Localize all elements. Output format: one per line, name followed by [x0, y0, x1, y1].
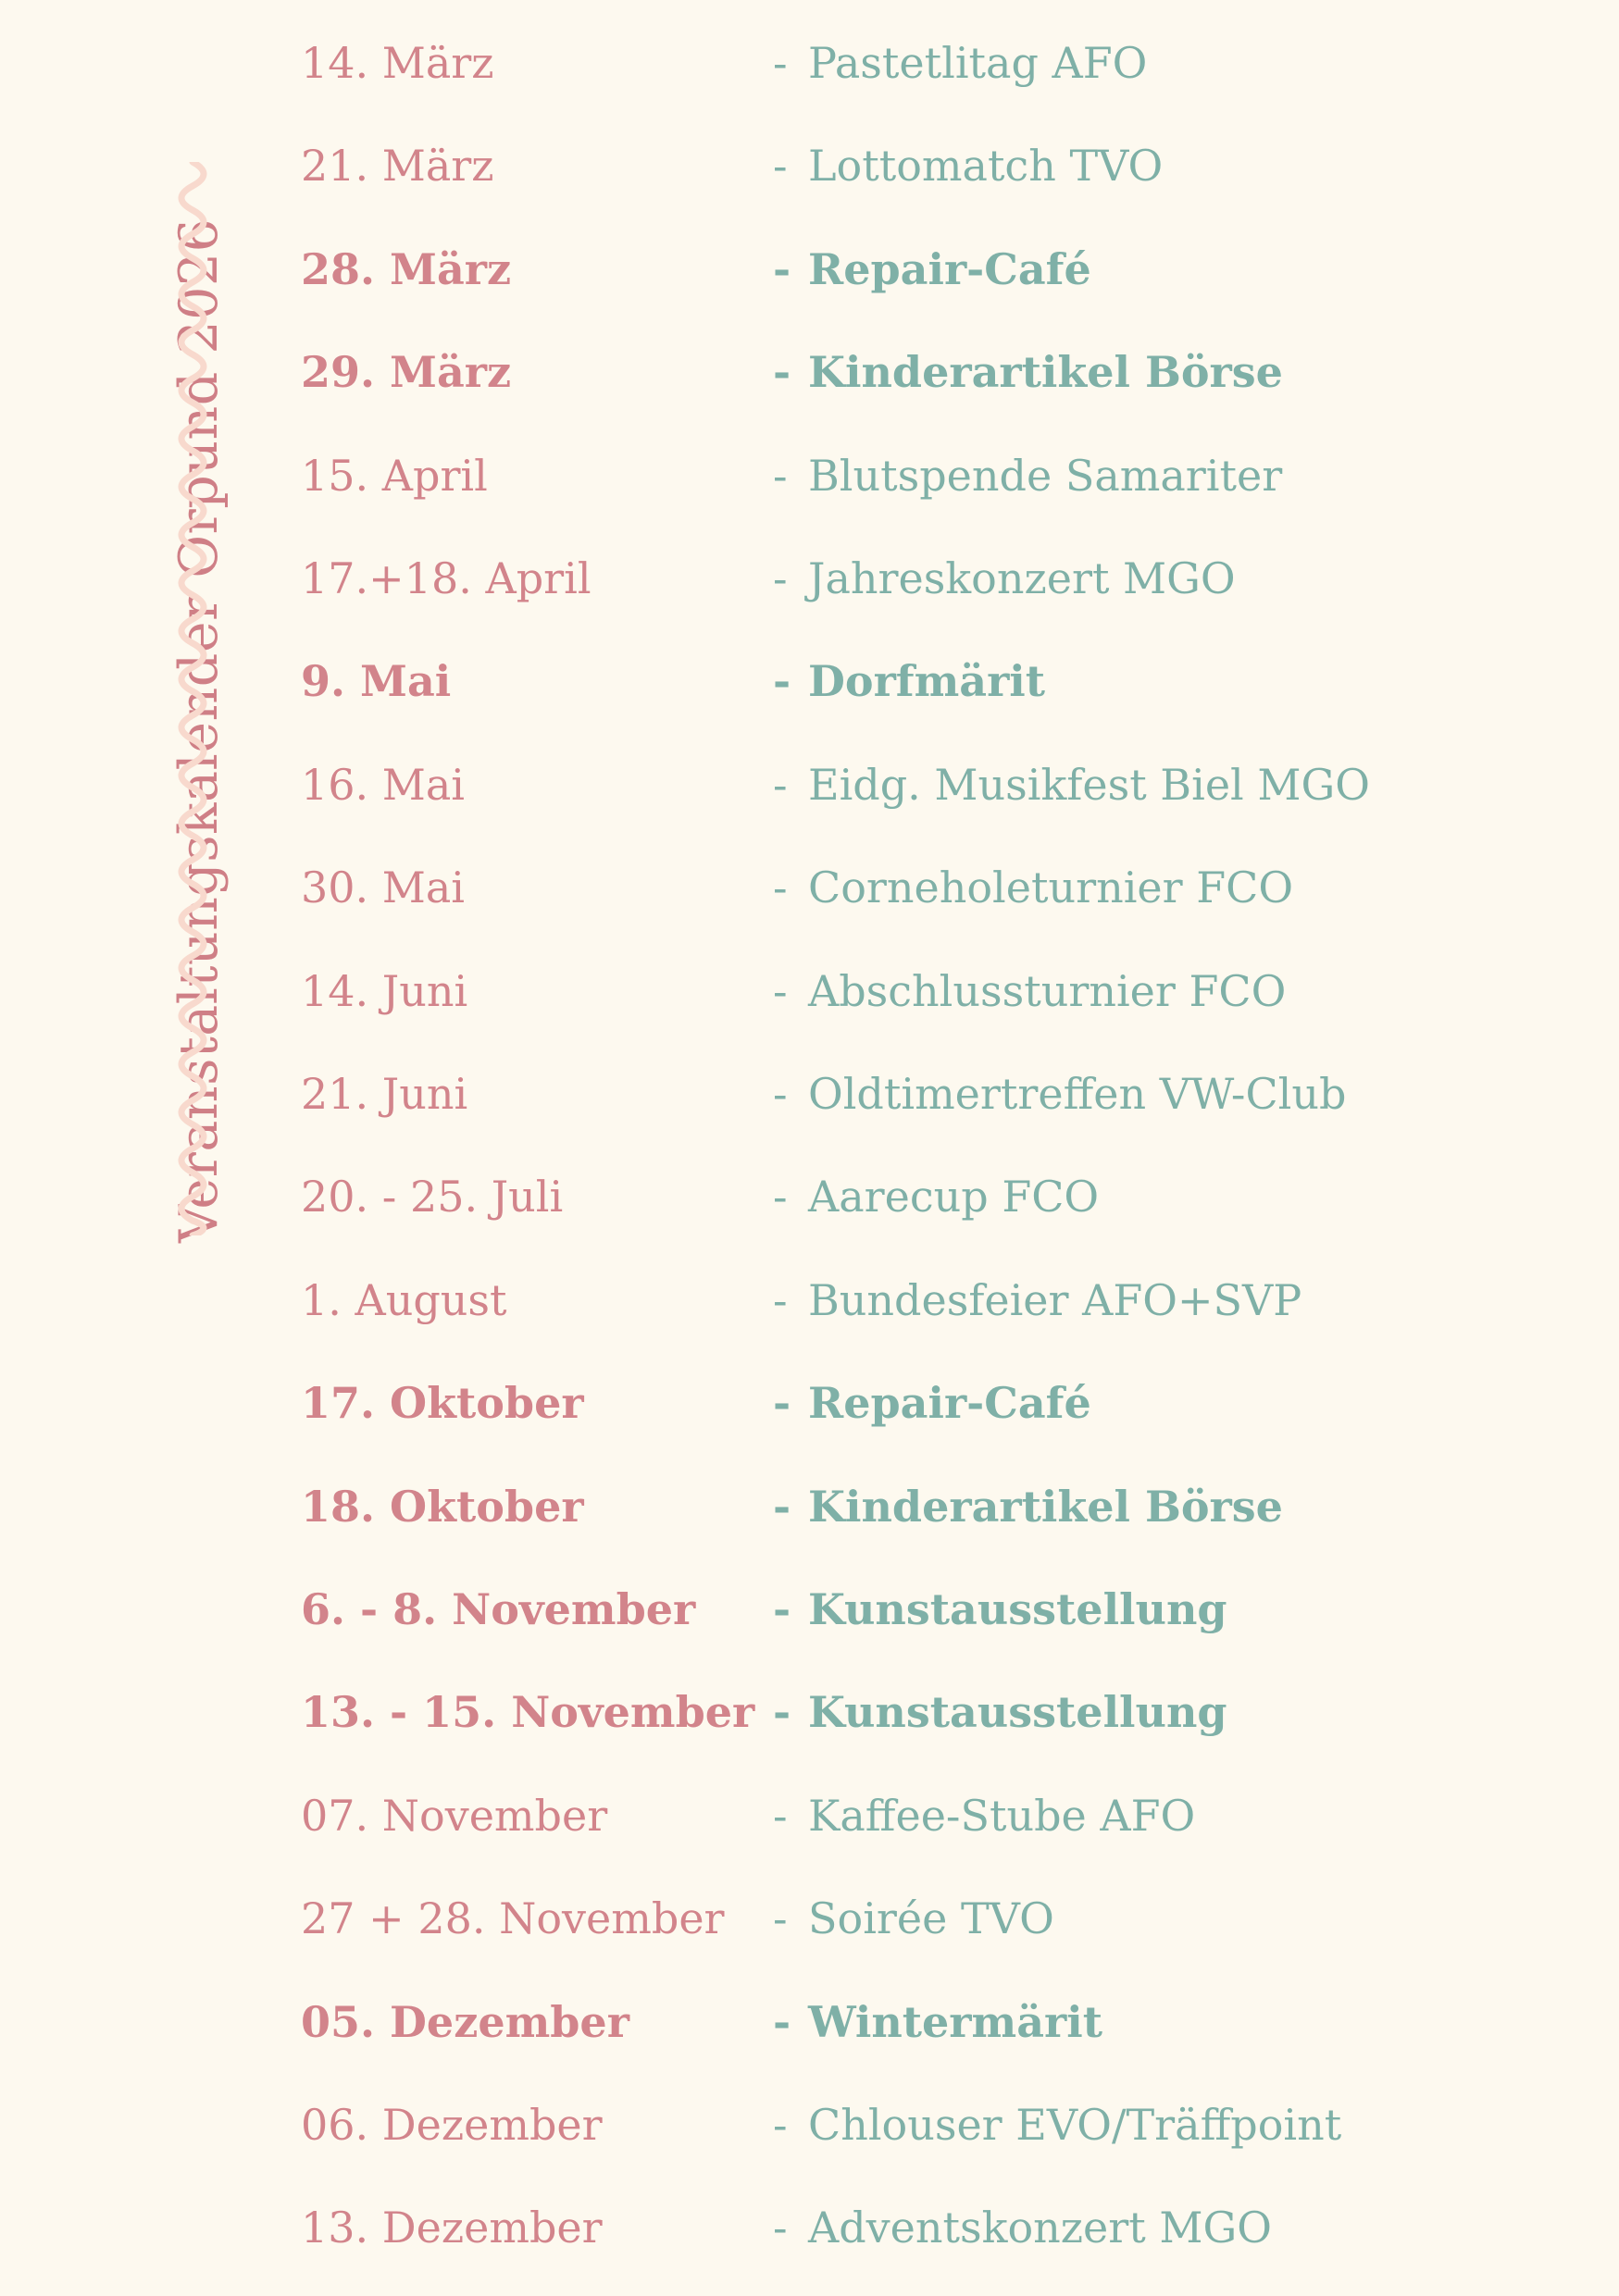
event-separator: - — [773, 1378, 791, 1429]
event-name: Abschlussturnier FCO — [808, 965, 1287, 1016]
event-date: 21. Juni — [301, 1069, 468, 1119]
event-date: 13. - 15. November — [301, 1687, 755, 1738]
event-name: Chlouser EVO/Träffpoint — [808, 2100, 1342, 2150]
event-name: Aarecup FCO — [808, 1172, 1100, 1222]
event-date: 18. Oktober — [301, 1481, 584, 1532]
event-row — [0, 837, 1619, 939]
event-row — [0, 218, 1619, 321]
event-date: 27 + 28. November — [301, 1893, 725, 1944]
event-date: 16. Mai — [301, 759, 466, 810]
event-separator: - — [773, 656, 791, 707]
event-separator: - — [773, 1996, 791, 2047]
event-row — [0, 527, 1619, 630]
event-separator: - — [773, 450, 788, 501]
event-date: 14. März — [301, 38, 494, 88]
event-row — [0, 1249, 1619, 1352]
event-name: Kaffee-Stube AFO — [808, 1790, 1196, 1841]
event-separator: - — [773, 1790, 788, 1841]
event-row — [0, 12, 1619, 115]
event-separator: - — [773, 141, 788, 192]
event-row — [0, 321, 1619, 424]
event-row — [0, 425, 1619, 527]
event-name: Dorfmärit — [808, 656, 1046, 707]
event-row — [0, 1661, 1619, 1764]
event-name: Blutspende Samariter — [808, 450, 1283, 501]
event-name: Jahreskonzert MGO — [808, 553, 1236, 603]
event-name: Bundesfeier AFO+SVP — [808, 1274, 1302, 1325]
event-separator: - — [773, 1172, 788, 1222]
page-title: Veranstaltungskalender Orpund 2026 — [168, 217, 230, 1243]
event-date: 17.+18. April — [301, 553, 592, 603]
event-date: 17. Oktober — [301, 1378, 584, 1429]
event-row — [0, 2177, 1619, 2279]
event-date: 1. August — [301, 1274, 507, 1325]
event-name: Kinderartikel Börse — [808, 347, 1283, 398]
event-date: 21. März — [301, 141, 494, 192]
event-date: 6. - 8. November — [301, 1584, 696, 1634]
event-date: 28. März — [301, 243, 512, 294]
event-name: Adventskonzert MGO — [808, 2203, 1272, 2253]
event-separator: - — [773, 1687, 791, 1738]
event-separator: - — [773, 2203, 788, 2253]
event-date: 06. Dezember — [301, 2100, 603, 2150]
event-date: 07. November — [301, 1790, 608, 1841]
event-row — [0, 1971, 1619, 2074]
event-name: Kinderartikel Börse — [808, 1481, 1283, 1532]
event-date: 14. Juni — [301, 965, 468, 1016]
event-date: 15. April — [301, 450, 488, 501]
event-separator: - — [773, 965, 788, 1016]
event-date: 20. - 25. Juli — [301, 1172, 564, 1222]
event-date: 05. Dezember — [301, 1996, 629, 2047]
event-row — [0, 2074, 1619, 2177]
event-name: Pastetlitag AFO — [808, 38, 1148, 88]
event-separator: - — [773, 759, 788, 810]
event-date: 30. Mai — [301, 863, 466, 913]
event-name: Kunstausstellung — [808, 1687, 1227, 1738]
event-date: 9. Mai — [301, 656, 452, 707]
event-row — [0, 1558, 1619, 1661]
event-name: Repair-Café — [808, 1378, 1091, 1429]
event-separator: - — [773, 38, 788, 88]
event-separator: - — [773, 347, 791, 398]
event-separator: - — [773, 553, 788, 603]
event-name: Oldtimertreffen VW-Club — [808, 1069, 1347, 1119]
event-name: Eidg. Musikfest Biel MGO — [808, 759, 1370, 810]
event-row — [0, 940, 1619, 1043]
event-row — [0, 1868, 1619, 1970]
event-separator: - — [773, 1584, 791, 1634]
event-row — [0, 630, 1619, 733]
event-row — [0, 734, 1619, 837]
event-row — [0, 1043, 1619, 1146]
event-separator: - — [773, 2100, 788, 2150]
event-row — [0, 1146, 1619, 1248]
event-separator: - — [773, 1274, 788, 1325]
event-name: Soirée TVO — [808, 1893, 1054, 1944]
event-name: Kunstausstellung — [808, 1584, 1227, 1634]
event-date: 29. März — [301, 347, 512, 398]
event-separator: - — [773, 863, 788, 913]
event-separator: - — [773, 243, 791, 294]
event-name: Repair-Café — [808, 243, 1091, 294]
event-row — [0, 1765, 1619, 1868]
event-row — [0, 1352, 1619, 1455]
event-separator: - — [773, 1481, 791, 1532]
event-row — [0, 115, 1619, 217]
event-name: Wintermärit — [808, 1996, 1102, 2047]
event-name: Corneholeturnier FCO — [808, 863, 1294, 913]
event-separator: - — [773, 1893, 788, 1944]
event-name: Lottomatch TVO — [808, 141, 1164, 192]
event-separator: - — [773, 1069, 788, 1119]
event-row — [0, 1456, 1619, 1558]
event-date: 13. Dezember — [301, 2203, 603, 2253]
